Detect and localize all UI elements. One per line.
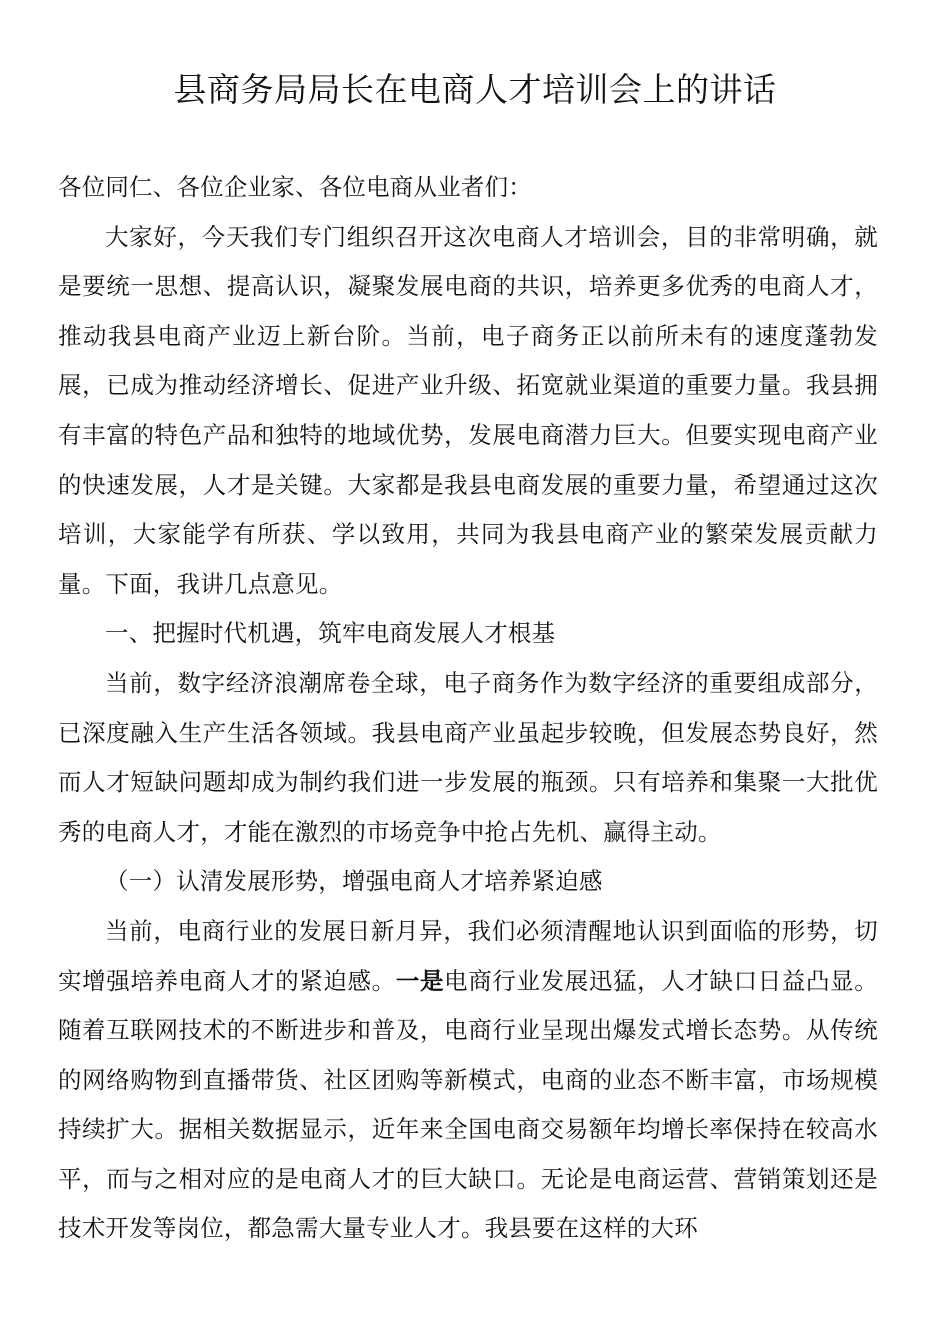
paragraph-opening: 大家好，今天我们专门组织召开这次电商人才培训会，目的非常明确，就是要统一思想、提高认识，凝聚发展电商的共识，培养更多优秀的电商人才，推动我县电商产业迈上新台阶。当前，电子商务正以前所未有的速度蓬勃发展，已成为推动经济增长、促进产业升级、拓宽就业渠道的重要力量。我县拥有丰富的特色产品和独特的地域优势，发展电商潜力巨大。但要实现电商产业的快速发展，人才是关键。大家都是我县电商发展的重要力量，希望通过这次培训，大家能学有所获、学以致用，共同为我县电商产业的繁荣发展贡献力量。下面，我讲几点意见。 [58, 222, 878, 598]
document-title: 县商务局局长在电商人才培训会上的讲话 [173, 70, 777, 109]
point-marker-bold: 一是 [395, 966, 445, 995]
section-heading-1: 一、把握时代机遇，筑牢电商发展人才根基 [105, 619, 556, 648]
document-body [58, 163, 878, 1254]
salutation: 各位同仁、各位企业家、各位电商从业者们： [58, 173, 532, 201]
paragraph-subsection-1-lead: 当前，电商行业的发展日新月异，我们必须清醒地认识到面临的形势，切实增强培养电商人才的紧迫感。 [58, 916, 878, 995]
paragraph-subsection-1 [58, 907, 878, 1254]
subsection-heading-1: （一）认清发展形势，增强电商人才培养紧迫感 [105, 867, 603, 896]
paragraph-subsection-1-rest: 电商行业发展迅猛，人才缺口日益凸显。随着互联网技术的不断进步和普及，电商行业呈现出爆发式增长态势。从传统的网络购物到直播带货、社区团购等新模式，电商的业态不断丰富，市场规模持续扩大。据相关数据显示，近年来全国电商交易额年均增长率保持在较高水平，而与之相对应的是电商人才的巨大缺口。无论是电商运营、营销策划还是技术开发等岗位，都急需大量专业人才。我县要在这样的大环 [58, 966, 878, 1243]
paragraph-section-1: 当前，数字经济浪潮席卷全球，电子商务作为数字经济的重要组成部分，已深度融入生产生活各领域。我县电商产业虽起步较晚，但发展态势良好，然而人才短缺问题却成为制约我们进一步发展的瓶颈。只有培养和集聚一大批优秀的电商人才，才能在激烈的市场竞争中抢占先机、赢得主动。 [58, 668, 878, 846]
